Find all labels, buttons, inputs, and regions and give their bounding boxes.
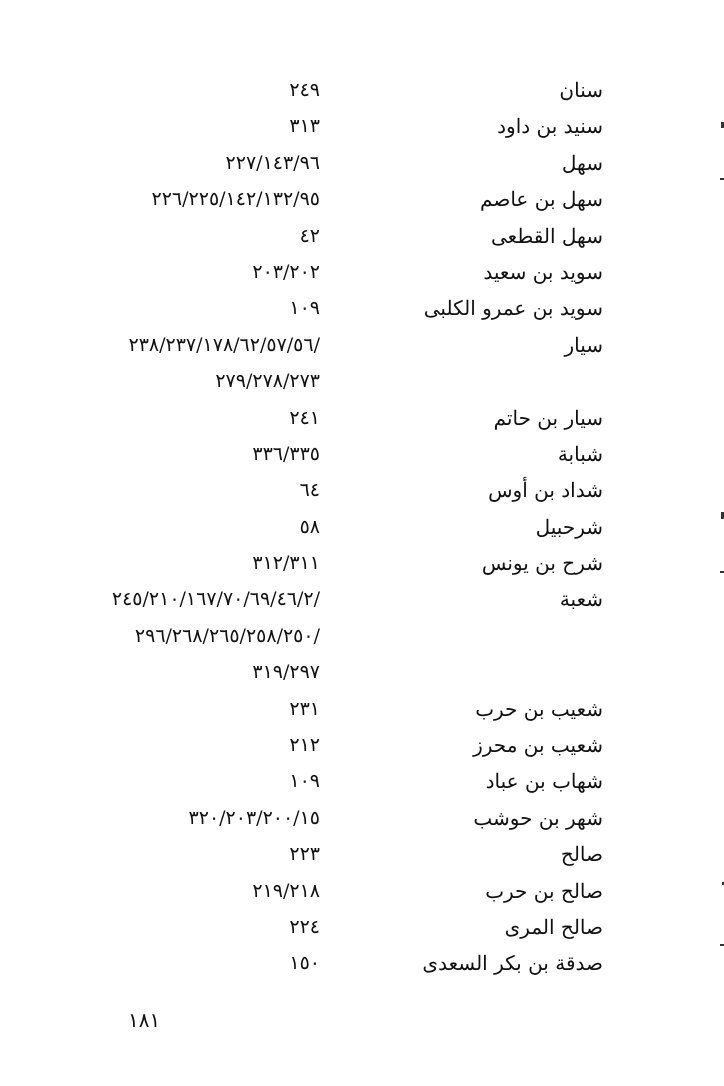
entry-pages: ١٠٩	[289, 297, 320, 320]
entry-pages: ٣١٩/٢٩٧	[252, 661, 320, 684]
index-entry	[0, 218, 724, 254]
entry-name: سيار	[564, 332, 603, 357]
entry-pages: ٥٨	[299, 515, 320, 538]
entry-pages: ٢٧٩/٢٧٨/٢٧٣	[215, 370, 320, 393]
entry-pages: ٣٣٦/٣٣٥	[252, 442, 320, 465]
entry-pages: /٢٤٥/٢١٠/١٦٧/٧٠/٦٩/٤٦/٢	[111, 588, 320, 611]
entry-pages: /٢٩٦/٢٦٨/٢٦٥/٢٥٨/٢٥٠	[134, 624, 320, 647]
entry-pages: ٢٠٣/٢٠٢	[252, 260, 320, 283]
entry-name: شبابة	[557, 441, 603, 466]
index-entry	[0, 436, 724, 472]
index-entry	[0, 400, 724, 436]
entry-pages: ٤٢	[299, 224, 320, 247]
index-entry	[0, 290, 724, 326]
entry-name: سنان	[559, 78, 603, 102]
index-list	[0, 72, 724, 982]
index-entry	[0, 581, 724, 617]
index-entry-continuation	[0, 654, 724, 690]
entry-name: شهر بن حوشب	[473, 805, 603, 830]
entry-pages: /٢٣٨/٢٣٧/١٧٨/٦٢/٥٧/٥٦	[128, 333, 320, 356]
entry-pages: ٢٢٣	[289, 843, 320, 866]
entry-pages: ٢٢٦/٢٢٥/١٤٢/١٣٢/٩٥	[151, 188, 320, 211]
entry-name: سهل القطعى	[491, 223, 603, 248]
entry-name: سهل بن عاصم	[480, 187, 603, 212]
index-entry	[0, 945, 724, 981]
entry-pages: ٣٢٠/٢٠٣/٢٠٠/١٥	[188, 806, 320, 829]
entry-name: صالح	[560, 842, 603, 867]
entry-name: شعبة	[559, 587, 603, 612]
index-entry	[0, 691, 724, 727]
entry-name: صدقة بن بكر السعدى	[422, 951, 603, 976]
index-entry	[0, 545, 724, 581]
index-entry	[0, 727, 724, 763]
index-entry-continuation	[0, 363, 724, 399]
entry-name: شهاب بن عباد	[485, 769, 603, 794]
entry-name: سويد بن عمرو الكلبى	[423, 296, 603, 321]
entry-name: شعيب بن حرب	[475, 696, 603, 721]
scan-margin-mark	[720, 178, 724, 180]
index-entry	[0, 909, 724, 945]
entry-pages: ٢٢٧/١٤٣/٩٦	[225, 151, 320, 174]
entry-pages: ٢٤٩	[289, 79, 320, 101]
entry-pages: ٢١٩/٢١٨	[252, 879, 320, 902]
scan-margin-mark	[720, 571, 724, 573]
index-entry	[0, 145, 724, 181]
entry-pages: ٢١٢	[289, 734, 320, 757]
entry-name: سيار بن حاتم	[493, 405, 603, 430]
index-entry	[0, 181, 724, 217]
index-entry	[0, 509, 724, 545]
entry-pages: ١٠٩	[289, 770, 320, 793]
entry-name: شرح بن يونس	[481, 551, 603, 576]
entry-pages: ١٥٠	[289, 952, 320, 975]
index-entry	[0, 800, 724, 836]
entry-name: سهل	[561, 150, 603, 175]
index-entry	[0, 327, 724, 363]
entry-pages: ٣١٣	[289, 115, 320, 138]
index-entry	[0, 108, 724, 144]
scan-margin-mark	[720, 944, 724, 946]
page-number: ١٨١	[128, 1008, 161, 1032]
index-entry	[0, 873, 724, 909]
index-entry	[0, 254, 724, 290]
entry-name: سويد بن سعيد	[483, 259, 603, 284]
entry-pages: ٢٢٤	[289, 915, 320, 938]
entry-pages: ٢٣١	[289, 697, 320, 720]
entry-pages: ٢٤١	[289, 406, 320, 429]
index-entry	[0, 836, 724, 872]
entry-pages: ٦٤	[299, 479, 320, 502]
entry-name: صالح بن حرب	[485, 878, 603, 903]
entry-pages: ٣١٢/٣١١	[252, 552, 320, 575]
index-entry	[0, 72, 724, 108]
entry-name: سنيد بن داود	[497, 114, 603, 139]
entry-name: شعيب بن محرز	[473, 733, 603, 758]
entry-name: صالح المرى	[504, 914, 603, 939]
index-entry	[0, 472, 724, 508]
entry-name: شداد بن أوس	[488, 478, 603, 503]
index-entry-continuation	[0, 618, 724, 654]
index-entry	[0, 763, 724, 799]
entry-name: شرحبيل	[535, 514, 603, 539]
